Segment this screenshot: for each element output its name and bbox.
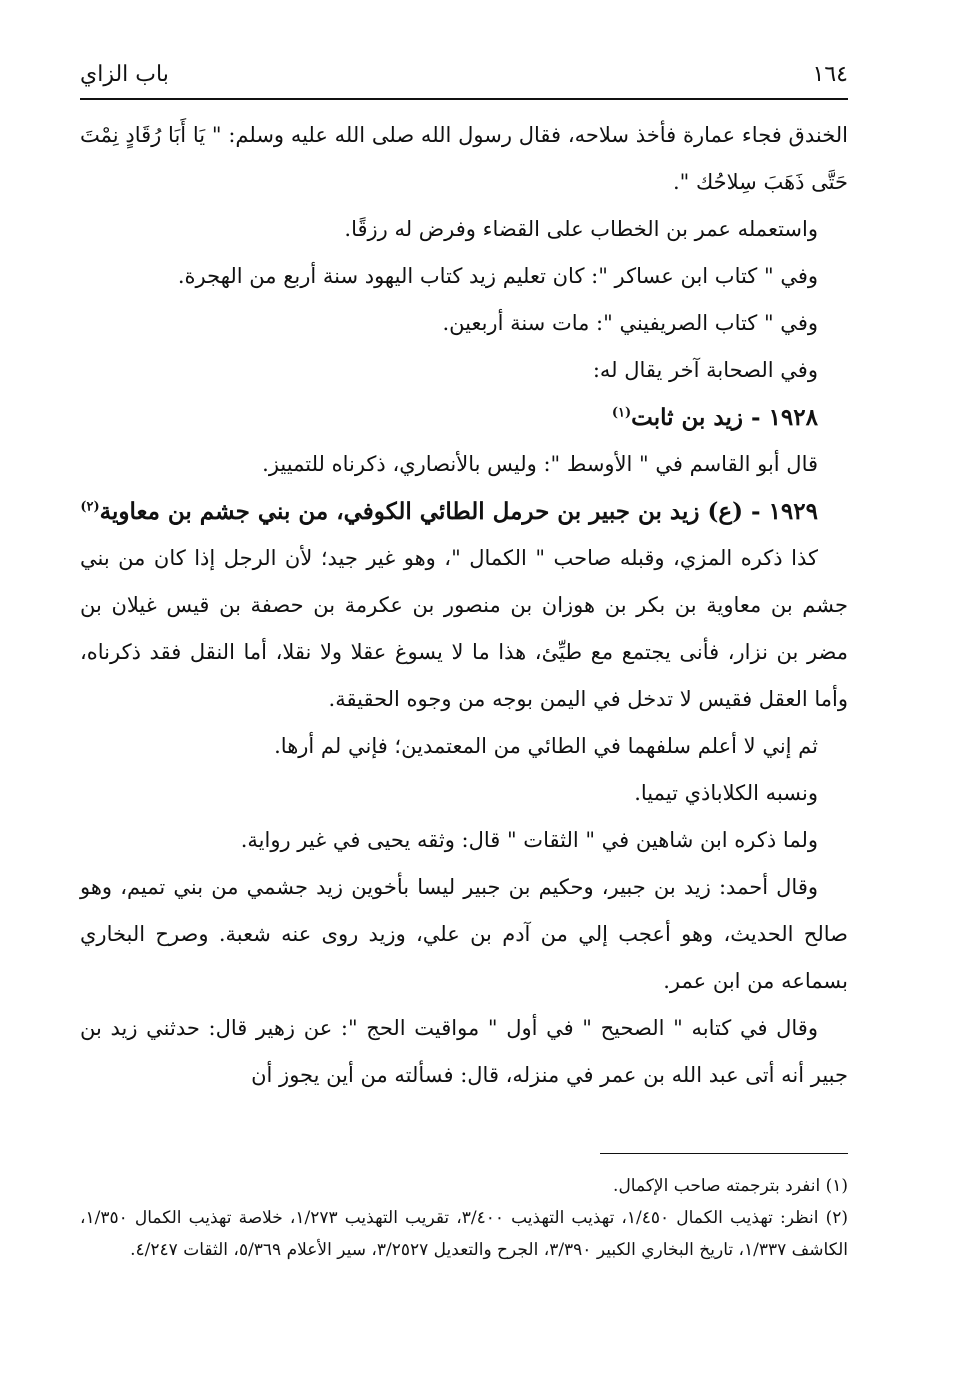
entry-heading-1928 [80, 394, 848, 441]
entry-heading-1929 [80, 488, 848, 535]
footnote-1: (١) انفرد بترجمته صاحب الإكمال. [613, 1176, 848, 1196]
paragraph: وقال في كتابه " الصحيح " في أول " مواقيت الحج ": عن زهير قال: حدثني زيد بن جبير أنه أتى عبد الله بن عمر في منزله، قال: فسألته من أين يجوز أن [80, 1016, 848, 1087]
paragraph: قال أبو القاسم في " الأوسط ": وليس بالأنصاري، ذكرناه للتمييز. [262, 452, 818, 476]
paragraph: وقال أحمد: زيد بن جبير، وحكيم بن جبير ليسا بأخوين زيد جشمي من بني تميم، وهو صالح الحديث، وهو أعجب إلي من آدم بن علي، وزيد روى عنه شعبة. وصرح البخاري بسماعه من ابن عمر. [80, 875, 848, 993]
footnote-2: (٢) انظر: تهذيب الكمال ١/٤٥٠، تهذيب التهذيب ٣/٤٠٠، تقريب التهذيب ١/٢٧٣، خلاصة تهذيب الكمال ١/٣٥٠، الكاشف ١/٣٣٧، تاريخ البخاري الكبير ٣/٣٩٠، الجرح والتعديل ٣/٢٥٢٧، سير الأعلام ٥/٣٦٩، الثقات ٤/٢٤٧. [80, 1208, 849, 1260]
paragraph: وفي الصحابة آخر يقال له: [592, 358, 818, 382]
page-header [80, 62, 848, 98]
paragraph: ونسبه الكلاباذي تيميا. [634, 781, 818, 805]
paragraph: وفي " كتاب الصريفيني ": مات سنة أربعين. [442, 311, 818, 335]
paragraph: ثم إني لا أعلم سلفهما في الطائي من المعتمدين؛ فإني لم أرها. [274, 734, 818, 758]
header-divider [80, 98, 848, 100]
paragraph: واستعمله عمر بن الخطاب على القضاء وفرض له رزقًا. [344, 217, 818, 241]
paragraph: ولما ذكره ابن شاهين في " الثقات " قال: وثقه يحيى في غير رواية. [240, 828, 818, 852]
paragraph: الخندق فجاء عمارة فأخذ سلاحه، فقال رسول الله صلى الله عليه وسلم: " يَا أَبَا رُقَادٍ نِمْتَ حَتَّى ذَهَبَ سِلاحُك ". [80, 123, 848, 194]
footnote-divider [600, 1153, 848, 1154]
chapter-title: باب الزاي [80, 62, 169, 87]
paragraph: كذا ذكره المزي، وقبله صاحب " الكمال "، وهو غير جيد؛ لأن الرجل إذا كان من بني جشم بن معاوية بن بكر بن هوزان بن منصور بن عكرمة بن حصفة بن قيس غيلان بن مضر بن نزار، فأنى يجتمع مع طيِّئ، هذا ما لا يسوغ عقلا ولا نقلا، أما النقل فقد ذكرناه، وأما العقل فقيس لا تدخل في اليمن بوجه من وجوه الحقيقة. [80, 546, 848, 711]
page-number: ١٦٤ [812, 62, 848, 87]
footnotes [80, 1170, 848, 1266]
footnote-marker: (٢) [80, 499, 100, 515]
entry-title: ١٩٢٨ - زيد بن ثابت [631, 404, 818, 431]
main-text [80, 112, 848, 1099]
paragraph: وفي " كتاب ابن عساكر ": كان تعليم زيد كتاب اليهود سنة أربع من الهجرة. [177, 264, 818, 288]
entry-title: ١٩٢٩ - (ع) زيد بن جبير بن حرمل الطائي الكوفي، من بني جشم بن معاوية [99, 498, 818, 525]
footnote-marker: (١) [611, 405, 632, 421]
